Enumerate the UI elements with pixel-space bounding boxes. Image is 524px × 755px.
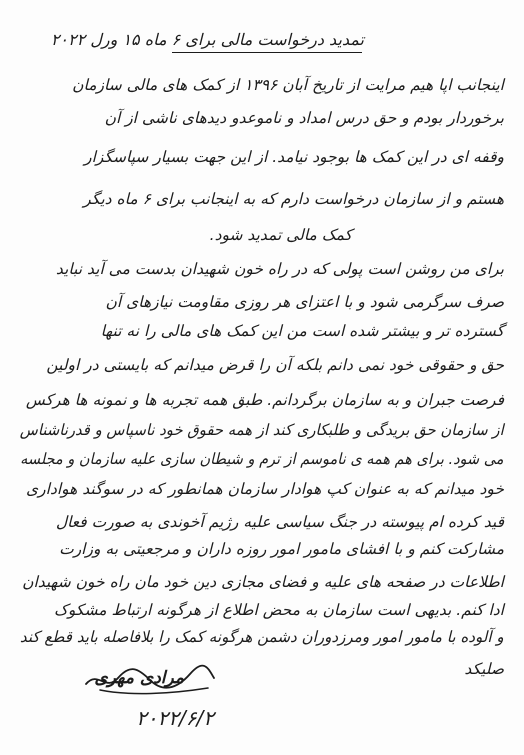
letter-line: صرف سرگرمی شود و با اعتزای هر روزی مقاومت نیازهای آن [105,293,504,311]
title-underline [172,52,362,53]
letter-line: قید کرده ام پیوسته در جنگ سیاسی علیه رژیم آخوندی به صورت فعال [55,513,504,531]
letter-line: حق و حقوقی خود نمی دانم بلکه آن را قرض میدانم که بایستی در اولین [46,356,504,374]
signature-date: ۲۰۲۲/۶/۲ [136,706,214,730]
letter-line: کمک مالی تمدید شود. [209,226,352,244]
letter-line: از سازمان حق بریدگی و طلبکاری کند از همه حقوق خود ناسپاس و قدرناشناس [20,421,504,439]
letter-line: و آلوده با مامور امور ومرزدوران دشمن هرگونه کمک را بلافاصله باید قطع کند [20,628,504,646]
letter-line: ادا کنم. بدیهی است سازمان به محض اطلاع از هرگونه ارتباط مشکوک [54,601,504,619]
letter-line: برخوردار بودم و حق درس امداد و ناموعدو دیدهای ناشی از آن [104,109,504,127]
letter-line: فرصت جبران و به سازمان برگردانم. طبق همه تجربه ها و نمونه ها هرکس [25,391,504,409]
letter-line: می شود. برای هم همه ی ناموسم از ترم و شیطان سازی علیه سازمان و مجلسه [20,450,504,468]
signature-name: مرادی مهری [94,668,184,688]
letter-line: هستم و از سازمان درخواست دارم که به اینجانب برای ۶ ماه دیگر [83,190,504,208]
letter-line: برای من روشن است پولی که در راه خون شهیدان بدست می آید نباید [55,260,504,278]
letter-title: تمدید درخواست مالی برای ۶ ماه ۱۵ ورل ۲۰۲۲ [50,30,364,49]
letter-line: مشارکت کنم و با افشای مامور امور روزه داران و مرجعیتی به وزارت [59,540,504,558]
letter-line: گسترده تر و بیشتر شده است من این کمک های مالی را نه تنها [100,322,504,340]
letter-line: اطلاعات در صفحه های علیه و فضای مجازی دین خود مان راه خون شهیدان [22,573,504,591]
closing-word: صلیکد [464,660,504,678]
letter-line: اینجانب اپا هیم مرایت از تاریخ آبان ۱۳۹۶ از کمک های مالی سازمان [72,76,504,94]
letter-line: خود میدانم که به عنوان کپ هوادار سازمان همانطور که در سوگند هواداری [26,480,504,498]
letter-line: وقفه ای در این کمک ها بوجود نیامد. از این جهت بسیار سپاسگزار [84,148,504,166]
